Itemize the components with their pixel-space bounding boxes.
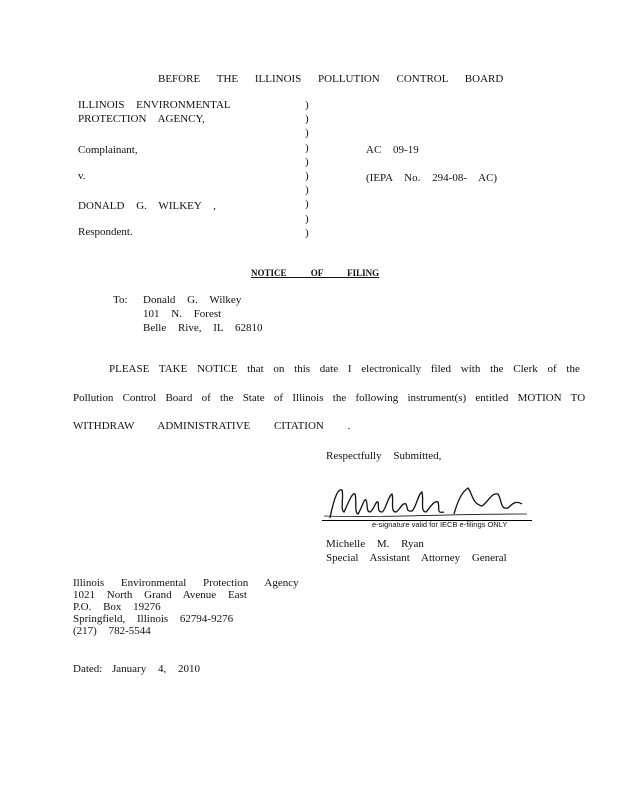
paren: ) bbox=[305, 127, 309, 140]
signer-name: Michelle M. Ryan bbox=[326, 538, 424, 550]
agency-line-5: (217) 782-5544 bbox=[73, 625, 151, 637]
agency-line-1: Illinois Environmental Protection Agency bbox=[73, 577, 299, 589]
paren: ) bbox=[305, 155, 309, 168]
signature-note: e-signature valid for IECB e-filings ONLY bbox=[372, 520, 508, 529]
complainant-name-line1: ILLINOIS ENVIRONMENTAL bbox=[78, 99, 231, 111]
closing: Respectfully Submitted, bbox=[326, 450, 442, 462]
body-line-3: WITHDRAW ADMINISTRATIVE CITATION . bbox=[73, 420, 351, 432]
signature-stroke bbox=[330, 490, 444, 518]
body-line-1: PLEASE TAKE NOTICE that on this date I electronically filed with the Clerk of the bbox=[109, 363, 580, 375]
paren: ) bbox=[305, 141, 309, 154]
respondent-name: DONALD G. WILKEY , bbox=[78, 200, 216, 212]
respondent-role: Respondent. bbox=[78, 226, 133, 238]
case-number: AC 09-19 bbox=[366, 144, 419, 156]
paren: ) bbox=[305, 212, 309, 225]
complainant-role: Complainant, bbox=[78, 144, 138, 156]
paren: ) bbox=[305, 198, 309, 211]
recipient-street: 101 N. Forest bbox=[143, 308, 222, 320]
recipient-name: Donald G. Wilkey bbox=[143, 294, 242, 306]
paren: ) bbox=[305, 184, 309, 197]
signer-title: Special Assistant Attorney General bbox=[326, 552, 507, 564]
agency-line-4: Springfield, Illinois 62794-9276 bbox=[73, 613, 234, 625]
paren: ) bbox=[305, 113, 309, 126]
iepa-number: (IEPA No. 294-08- AC) bbox=[366, 172, 498, 184]
paren: ) bbox=[305, 169, 309, 182]
signature-stroke bbox=[454, 488, 522, 514]
body-line-2: Pollution Control Board of the State of Illinois the following instrument(s) entitled MOTION TO bbox=[73, 392, 586, 404]
caption-divider bbox=[305, 98, 309, 240]
dated-label: Dated: bbox=[73, 663, 103, 675]
to-label: To: bbox=[113, 294, 128, 306]
complainant-name-line2: PROTECTION AGENCY, bbox=[78, 113, 205, 125]
versus-label: v. bbox=[78, 170, 86, 182]
document-header: BEFORE THE ILLINOIS POLLUTION CONTROL BOARD bbox=[158, 73, 504, 85]
agency-line-2: 1021 North Grand Avenue East bbox=[73, 589, 247, 601]
recipient-city: Belle Rive, IL 62810 bbox=[143, 322, 263, 334]
agency-line-3: P.O. Box 19276 bbox=[73, 601, 161, 613]
notice-title: NOTICE OF FILING bbox=[251, 268, 380, 278]
paren: ) bbox=[305, 99, 309, 111]
signature-flourish bbox=[324, 514, 527, 517]
paren: ) bbox=[305, 226, 309, 239]
dated-value: January 4, 2010 bbox=[112, 663, 200, 675]
